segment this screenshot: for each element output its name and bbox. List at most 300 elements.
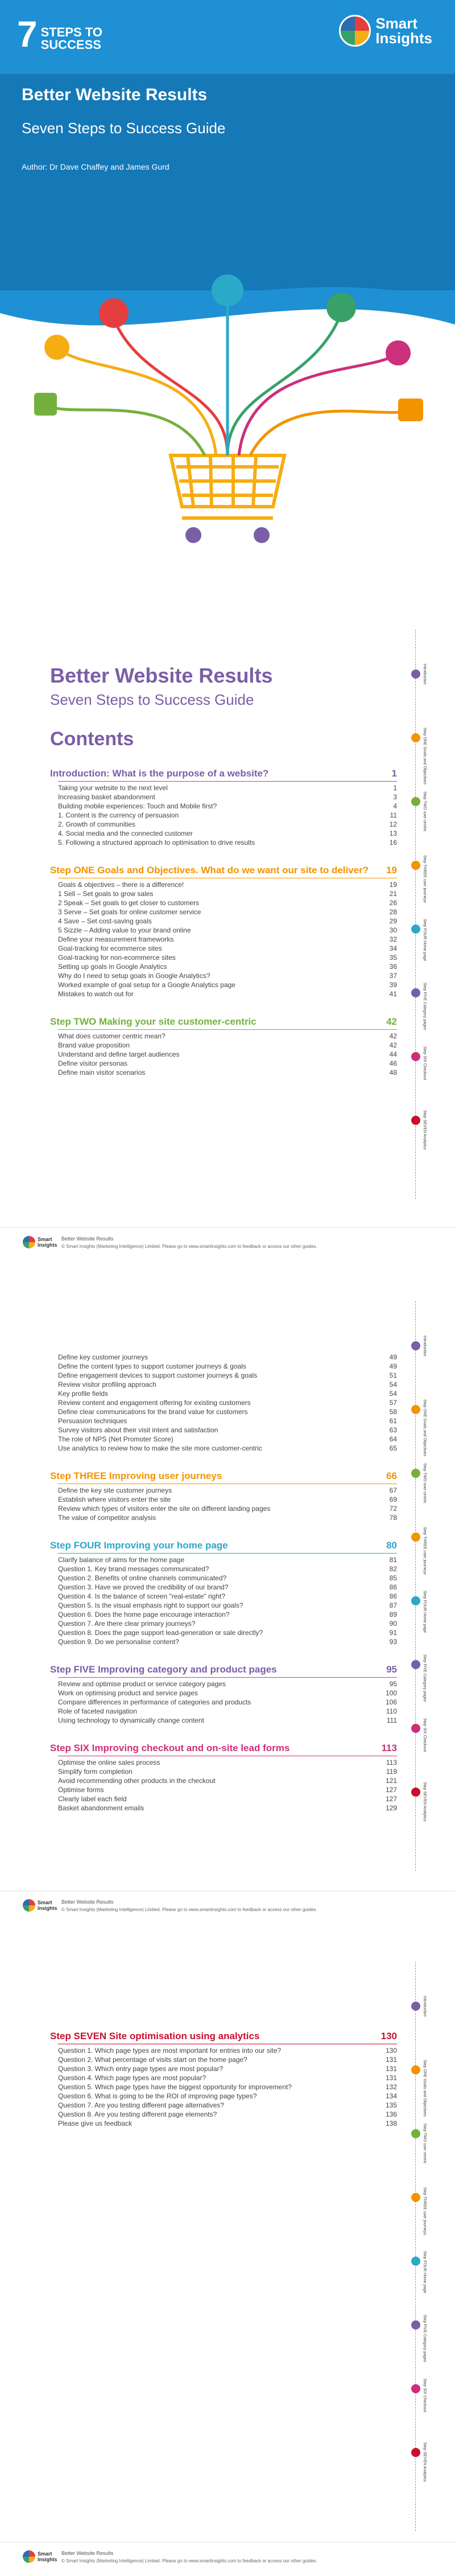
toc-entry-page: 41 [389,990,397,998]
toc-entry-page: 127 [385,1795,397,1803]
globe-icon [326,293,356,322]
toc-entry[interactable] [58,1776,397,1785]
toc-section-page: 130 [380,2031,397,2041]
side-tab-label[interactable]: Step SIX Checkout [423,1718,427,1752]
toc-entry-page: 61 [389,1417,397,1425]
toc-entry[interactable] [58,980,397,989]
toc-entry-page: 64 [389,1435,397,1443]
toc-entry-page: 138 [385,2119,397,2127]
toc-entry-title: 4. Social media and the connected customer [58,829,193,837]
toc-entry[interactable] [58,907,397,917]
side-tab-rule [415,1301,416,1871]
toc-entry-page: 54 [389,1390,397,1398]
side-tab-dot[interactable] [411,1596,420,1605]
toc-entry[interactable] [58,1389,397,1398]
side-tab-dot[interactable] [411,1788,420,1797]
toc-entry[interactable] [58,2092,397,2101]
toc-entry-title: What does customer centric mean? [58,1032,166,1040]
toc-entry-title: Question 4. Is the balance of screen "real-estate" right? [58,1592,226,1600]
toc-entry-title: Question 8. Does the page support lead-generation or sale directly? [58,1629,263,1637]
logo-line-1: Smart [375,15,418,32]
toc-entry-page: 90 [389,1620,397,1628]
cursor-icon [212,274,243,306]
toc-entry-title: Persuasion techniques [58,1417,127,1425]
toc-entry-page: 134 [385,2092,397,2100]
toc-section [50,1470,397,1522]
toc-entry[interactable] [58,792,397,802]
toc-section-heading[interactable] [50,1539,397,1552]
toc-entry-title: Work on optimising product and service pages [58,1689,198,1697]
toc-section [50,1016,397,1077]
toc-entry[interactable] [58,829,397,838]
toc-entry-page: 100 [385,1689,397,1697]
toc-entry[interactable] [58,820,397,829]
toc-entry-title: Define clear communications for the brand value for customers [58,1408,248,1416]
toc-entry[interactable] [58,898,397,907]
toc-entry[interactable] [58,1380,397,1389]
toc-section-title: Step TWO Making your site customer-centric [50,1016,257,1027]
side-tab-dot[interactable] [411,1116,420,1125]
toc-entry-page: 131 [385,2074,397,2082]
shopping-cart-icon [171,455,284,518]
toc-entry[interactable] [58,1688,397,1698]
toc-entry-title: Question 8. Are you testing different page elements? [58,2110,217,2118]
mobile-icon [34,393,57,416]
toc-entry[interactable] [58,811,397,820]
toc-entry-page: 113 [386,1759,397,1766]
side-tab-dot[interactable] [411,2002,420,2011]
side-tab-label[interactable]: Step THREE user journeys [423,2187,427,2235]
email-icon [398,398,423,421]
toc-entry[interactable] [58,1573,397,1583]
side-tab-dot[interactable] [411,861,420,870]
toc-entry-title: Establish where visitors enter the site [58,1496,171,1503]
toc-entry-page: 37 [389,972,397,980]
page-footer [0,1227,455,1262]
toc-entry[interactable] [58,2055,397,2064]
toc-entry[interactable] [58,1041,397,1050]
toc-entry[interactable] [58,880,397,889]
toc-section [50,1539,397,1646]
toc-entry-page: 67 [389,1486,397,1494]
toc-entry-title: Avoid recommending other products in the checkout [58,1777,216,1785]
toc-entry-title: Optimise forms [58,1786,104,1794]
side-tab-label[interactable]: Step TWO user centric [423,1463,427,1503]
toc-entry-page: 131 [385,2056,397,2064]
side-tab-label[interactable]: Step THREE user journeys [423,1527,427,1575]
toc-section-page: 19 [386,865,397,876]
side-tab-label[interactable]: Step TWO user centric [423,2123,427,2164]
side-tab-dot[interactable] [411,925,420,934]
side-tab-dot[interactable] [411,1660,420,1669]
toc-entry-title: Role of faceted navigation [58,1707,137,1715]
toc-entry-title: Use analytics to review how to make the site more customer-centric [58,1444,262,1452]
side-tab-dot[interactable] [411,797,420,806]
toc-entry-title: Setting up goals in Google Analytics [58,963,167,971]
toc-entry[interactable] [58,1564,397,1573]
toc-entry-title: Question 4. Which page types are most popular? [58,2074,206,2082]
toc-entry-page: 36 [389,963,397,971]
toc-entry-title: Define your measurement frameworks [58,935,174,943]
toc-entry-title: Question 1. Which page types are most important for entries into our site? [58,2047,282,2055]
toc-entry[interactable] [58,2046,397,2055]
toc-entry-title: Review visitor profiling approach [58,1381,156,1388]
toc-entry-title: Why do I need to setup goals in Google Analytics? [58,972,210,980]
toc-entry[interactable] [58,2101,397,2110]
side-tab-dot[interactable] [411,1724,420,1733]
toc-entry-page: 34 [389,944,397,952]
toc-divider [58,1029,397,1030]
toc-entry[interactable] [58,962,397,971]
toc-entry[interactable] [58,1601,397,1610]
toc-entry[interactable] [58,1398,397,1407]
toc-entry-page: 12 [389,820,397,828]
toc-entry[interactable] [58,989,397,999]
side-tab-dot[interactable] [411,2257,420,2266]
toc-entry[interactable] [58,1758,397,1767]
toc-entry[interactable] [58,1679,397,1688]
cart-wheel-left-icon [185,527,201,543]
side-tab-label[interactable]: Step SEVEN Analytics [423,1782,427,1822]
toc-entry-page: 135 [385,2101,397,2109]
badge-line-1: STEPS TO [40,25,102,39]
toc-entry-title: 2. Growth of communities [58,820,136,828]
seven-steps-badge [17,14,102,55]
cover-network-lines [46,296,410,455]
toc-entry-page: 127 [385,1786,397,1794]
toc-section [50,767,397,847]
toc-entry-title: Question 5. Is the visual emphasis right to support our goals? [58,1601,243,1609]
toc-section-page: 95 [386,1664,397,1675]
toc-entry-title: Define engagement devices to support customer journeys & goals [58,1371,258,1379]
toc-entry[interactable] [58,1407,397,1416]
toc-section-title: Step FIVE Improving category and product pages [50,1664,277,1675]
toc-entry-page: 58 [389,1408,397,1416]
side-tab-label[interactable]: Step ONE Goals and Objectives [423,728,427,784]
toc-entry-title: Question 9. Do we personalise content? [58,1638,179,1646]
toc-entry-page: 86 [389,1592,397,1600]
side-tab-dot[interactable] [411,733,420,742]
contents-page-3 [0,1928,455,2576]
toc-entry-title: Optimise the online sales process [58,1759,160,1766]
side-tab-rule [415,1962,416,2531]
side-tab-label[interactable]: Introduction [423,1336,427,1357]
toc-entry[interactable] [58,2119,397,2128]
toc-entry-page: 1 [393,784,397,792]
toc-entry-title: 3 Serve – Set goals for online customer service [58,908,201,916]
toc-entry[interactable] [58,1803,397,1813]
toc-entry[interactable] [58,1416,397,1425]
side-tab-dot[interactable] [411,2193,420,2202]
side-tab-dot[interactable] [411,2384,420,2393]
toc-section-page: 113 [381,1743,397,1753]
toc-entry-title: Review content and engagement offering for existing customers [58,1399,251,1407]
toc-section [50,1663,397,1725]
toc-entry-page: 129 [385,1804,397,1812]
toc-entry-page: 49 [389,1353,397,1361]
toc-entry-page: 19 [389,881,397,889]
side-tab-dot[interactable] [411,1405,420,1414]
side-tab-label[interactable]: Step FOUR Home page [423,919,427,962]
toc-entry[interactable] [58,1716,397,1725]
toc-entry[interactable] [58,1059,397,1068]
toc-entry-page: 28 [389,908,397,916]
toc-entry-page: 42 [389,1041,397,1049]
toc-entry[interactable] [58,2082,397,2092]
toc-entry-title: Key profile fields [58,1390,109,1398]
footer-copyright: © Smart Insights (Marketing Intelligence) Limited. Please go to www.smartinsights.com to feedback or access our other guides. [61,1244,317,1249]
toc-entry-page: 35 [389,954,397,962]
side-tab-dot[interactable] [411,1469,420,1478]
toc-entry-page: 13 [389,829,397,837]
toc-entry[interactable] [58,1050,397,1059]
toc-entry-page: 132 [385,2083,397,2091]
toc-entry[interactable] [58,889,397,898]
toc-entry[interactable] [58,971,397,980]
side-tab-label[interactable]: Introduction [423,664,427,685]
toc-section-heading[interactable] [50,1470,397,1482]
toc-entry-title: Question 3. Have we proved the credibility of our brand? [58,1583,229,1591]
side-tab-dot[interactable] [411,988,420,997]
toc-page-2 [50,1353,397,1813]
footer-logo-icon [23,1899,35,1912]
toc-entry-page: 29 [389,917,397,925]
toc-entry-page: 57 [389,1399,397,1407]
toc-entry[interactable] [58,917,397,926]
footer-title: Better Website Results [61,1899,114,1905]
toc-entry-page: 110 [386,1707,397,1715]
badge-line-2: SUCCESS [40,38,101,52]
badge-number: 7 [17,14,38,55]
side-tab-dot[interactable] [411,669,420,679]
toc-section-heading[interactable] [50,1016,397,1028]
toc-entry-title: Basket abandonment emails [58,1804,144,1812]
toc-entry[interactable] [58,1486,397,1495]
toc-entry[interactable] [58,953,397,962]
toc-section-page: 1 [391,768,397,779]
toc-entry[interactable] [58,1583,397,1592]
toc-entry-page: 136 [385,2110,397,2118]
toc-entry-title: Worked example of goal setup for a Google Analytics page [58,981,235,989]
side-tab-label[interactable]: Step TWO user centric [423,791,427,832]
toc-section-heading[interactable] [50,864,397,877]
toc-entry-page: 54 [389,1381,397,1388]
toc-entry-page: 44 [389,1050,397,1058]
toc-entry-title: Question 1. Key brand messages communicated? [58,1565,209,1573]
side-tab-label[interactable]: Step SIX Checkout [423,1046,427,1080]
side-tab-dot[interactable] [411,1533,420,1542]
footer-copyright: © Smart Insights (Marketing Intelligence) Limited. Please go to www.smartinsights.com to feedback or access our other guides. [61,2558,317,2563]
toc-entry-page: 121 [385,1777,397,1785]
toc-entry-page: 46 [389,1059,397,1067]
toc-section-title: Step SEVEN Site optimisation using analytics [50,2031,260,2041]
doc-title: Better Website Results [50,664,273,687]
toc-entry[interactable] [58,2064,397,2073]
toc-entry[interactable] [58,1435,397,1444]
side-tab-rule [415,630,416,1199]
toc-section-title: Step SIX Improving checkout and on-site lead forms [50,1743,290,1753]
toc-entry-title: The value of competitor analysis [58,1514,156,1522]
toc-entry-title: 5 Sizzle – Adding value to your brand online [58,926,191,934]
footer-title: Better Website Results [61,1236,114,1242]
toc-section-page: 42 [386,1016,397,1027]
footer-logo-line-2: Insights [38,2557,57,2562]
toc-entry-page: 63 [389,1426,397,1434]
toc-entry[interactable] [58,926,397,935]
contents-heading: Contents [50,728,134,750]
toc-entry-title: Define the key site customer journeys [58,1486,172,1494]
smart-insights-logo-icon [339,15,371,47]
toc-entry-title: Define main visitor scenarios [58,1069,146,1077]
toc-entry-page: 130 [385,2047,397,2055]
smart-insights-logo [339,15,432,47]
toc-entry-page: 32 [389,935,397,943]
toc-entry-title: Mistakes to watch out for [58,990,134,998]
toc-entry-page: 65 [389,1444,397,1452]
toc-entry-page: 21 [389,890,397,898]
side-tab-label[interactable]: Step SEVEN Analytics [423,2442,427,2482]
side-tab-dot[interactable] [411,2065,420,2074]
toc-entry-title: 5. Following a structured approach to optimisation to drive results [58,839,255,847]
side-tab-label[interactable]: Step FIVE Category pages [423,2315,427,2363]
side-tab-label[interactable]: Introduction [423,1996,427,2017]
toc-entry[interactable] [58,1444,397,1453]
toc-entry-page: 51 [389,1371,397,1379]
toc-entry[interactable] [58,783,397,792]
toc-entry[interactable] [58,1555,397,1564]
toc-entry-title: Simplify form completion [58,1768,133,1776]
toc-entry-title: 1. Content is the currency of persuasion [58,811,179,819]
side-tab-label[interactable]: Step FIVE Category pages [423,983,427,1030]
footer-logo-icon [23,1236,35,1248]
side-tab-label[interactable]: Step ONE Goals and Objectives [423,2060,427,2117]
toc-section-title: Introduction: What is the purpose of a website? [50,768,269,779]
toc-section-page: 80 [386,1540,397,1551]
toc-entry-page: 16 [389,839,397,847]
bar-chart-icon [386,340,411,365]
toc-entry[interactable] [58,1513,397,1522]
cover-page [0,0,455,595]
toc-entry[interactable] [58,944,397,953]
toc-entry-page: 30 [389,926,397,934]
toc-entry-title: Compare differences in performance of categories and products [58,1698,251,1706]
toc-entry[interactable] [58,1032,397,1041]
toc-entry[interactable] [58,1592,397,1601]
toc-entry-title: Question 2. What percentage of visits start on the home page? [58,2056,247,2064]
toc-entry[interactable] [58,1698,397,1707]
toc-entry[interactable] [58,2073,397,2082]
toc-entry[interactable] [58,1637,397,1646]
toc-entry-title: Question 7. Are you testing different page alternatives? [58,2101,224,2109]
toc-entry-title: Brand value proposition [58,1041,130,1049]
side-tab-dot[interactable] [411,2448,420,2457]
toc-entry-title: Question 2. Benefits of online channels communicated? [58,1574,227,1582]
toc-entry-title: Define the content types to support customer journeys & goals [58,1362,246,1370]
toc-entry-page: 82 [389,1565,397,1573]
toc-section-heading[interactable] [50,1742,397,1755]
dollar-icon [99,298,129,328]
toc-entry-title: Question 5. Which page types have the biggest opportunity for improvement? [58,2083,292,2091]
cover-illustration [0,216,455,581]
toc-entry-page: 89 [389,1610,397,1618]
toc-entry[interactable] [58,1504,397,1513]
toc-entry[interactable] [58,1425,397,1435]
toc-entry[interactable] [58,1785,397,1794]
toc-entry[interactable] [58,1362,397,1371]
toc-page-3 [50,2030,397,2128]
toc-section-heading[interactable] [50,1663,397,1676]
toc-entry-page: 111 [386,1716,397,1724]
toc-entry[interactable] [58,802,397,811]
toc-entry-page: 4 [393,802,397,810]
toc-entry-title: Please give us feedback [58,2119,133,2127]
side-tab-label[interactable]: Step FIVE Category pages [423,1654,427,1702]
toc-entry[interactable] [58,1707,397,1716]
toc-entry-title: Question 6. Does the home page encourage interaction? [58,1610,230,1618]
gear-icon [44,335,69,360]
toc-section-title: Step FOUR Improving your home page [50,1540,228,1551]
toc-entry[interactable] [58,838,397,847]
side-tab-label[interactable]: Step FOUR Home page [423,2251,427,2294]
side-tab-label[interactable]: Step THREE user journeys [423,855,427,903]
toc-entry-title: Define key customer journeys [58,1353,148,1361]
toc-entry-page: 86 [389,1583,397,1591]
side-tab-label[interactable]: Step SEVEN Analytics [423,1110,427,1150]
toc-entry-page: 87 [389,1601,397,1609]
toc-page-1 [50,767,397,1077]
toc-entry-title: Review which types of visitors enter the site on different landing pages [58,1505,271,1513]
toc-entry[interactable] [58,2110,397,2119]
toc-section [50,864,397,999]
toc-entry[interactable] [58,1619,397,1628]
toc-entry-title: Taking your website to the next level [58,784,168,792]
toc-entry-title: Clarify balance of aims for the home page [58,1556,185,1564]
toc-entry-page: 93 [389,1638,397,1646]
toc-entry-title: 4 Save – Set cost-saving goals [58,917,152,925]
toc-entry-title: Goal-tracking for ecommerce sites [58,944,162,952]
toc-entry[interactable] [58,1495,397,1504]
toc-entry-title: 2 Speak – Set goals to get closer to customers [58,899,200,907]
toc-entry-page: 131 [385,2065,397,2073]
side-tab-dot[interactable] [411,2129,420,2138]
toc-entry[interactable] [58,1371,397,1380]
toc-entry[interactable] [58,935,397,944]
side-tab-label[interactable]: Step FOUR Home page [423,1591,427,1633]
footer-logo-line-1: Smart [38,1900,52,1905]
toc-entry[interactable] [58,1353,397,1362]
toc-entry-title: Review and optimise product or service category pages [58,1680,226,1688]
toc-entry[interactable] [58,1628,397,1637]
toc-section-heading[interactable] [50,2030,397,2043]
toc-entry[interactable] [58,1610,397,1619]
toc-entry[interactable] [58,1794,397,1803]
side-tab-dot[interactable] [411,1052,420,1061]
page-footer [0,1891,455,1925]
toc-entry[interactable] [58,1068,397,1077]
toc-entry-page: 85 [389,1574,397,1582]
toc-entry-page: 42 [389,1032,397,1040]
footer-logo-icon [23,2550,35,2563]
side-tab-dot[interactable] [411,1341,420,1350]
toc-entry-title: Question 3. Which entry page types are most popular? [58,2065,224,2073]
toc-entry[interactable] [58,1767,397,1776]
side-tab-label[interactable]: Step ONE Goals and Objectives [423,1399,427,1456]
toc-section-heading[interactable] [50,767,397,780]
side-tab-dot[interactable] [411,2320,420,2330]
page-footer [0,2542,455,2576]
side-tab-label[interactable]: Step SIX Checkout [423,2378,427,2413]
footer-logo-line-2: Insights [38,1242,57,1248]
